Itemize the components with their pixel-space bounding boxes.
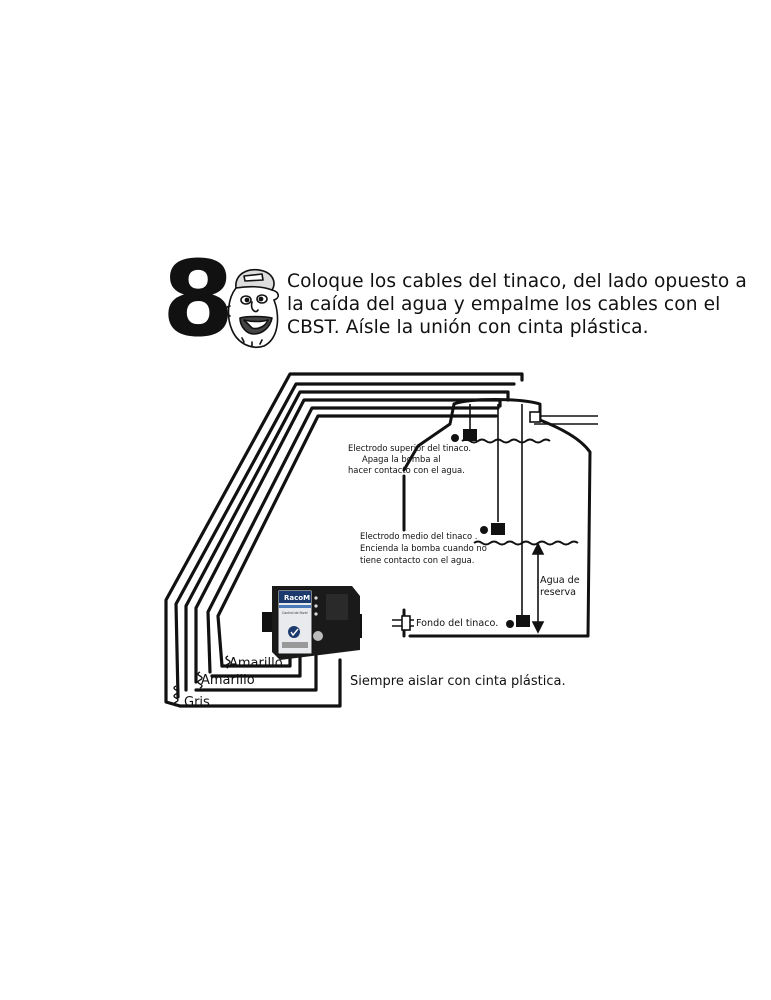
controller-brand: RacoM — [284, 594, 311, 602]
label-agua-reserva-2: reserva — [540, 587, 577, 598]
electrode-medio — [491, 523, 505, 535]
step-instruction: Coloque los cables del tinaco, del lado opuesto a la caída del agua y empalme los cables con el CBST. Aísle la unión con cinta plástica. — [287, 271, 747, 338]
label-electrodo-superior-2: Apaga la bomba al — [362, 454, 441, 464]
label-electrodo-medio-3: tiene contacto con el agua. — [360, 555, 475, 565]
label-fondo-tinaco: Fondo del tinaco. — [416, 618, 499, 629]
label-electrodo-medio-1: Electrodo medio del tinaco . — [360, 531, 478, 541]
electrode-fondo — [516, 615, 530, 627]
controller-subtitle: Control de Nivel — [282, 611, 308, 615]
note-aislar: Siempre aislar con cinta plástica. — [350, 674, 566, 689]
outlet-pipe — [392, 616, 414, 630]
electrode-superior — [463, 429, 477, 441]
electrodes — [451, 429, 530, 628]
checkmark-icon — [288, 626, 300, 638]
controller-cbst — [262, 586, 362, 660]
controller-knob-icon — [313, 631, 323, 641]
inlet-pipe — [530, 412, 598, 424]
label-electrodo-superior-1: Electrodo superior del tinaco. — [348, 443, 472, 453]
label-electrodo-superior-3: hacer contacto con el agua. — [348, 465, 465, 475]
label-electrodo-medio-2: Encienda la bomba cuando no — [360, 543, 487, 553]
step-number: 8 — [162, 238, 233, 360]
label-wire-amarillo-1: Amarillo — [229, 656, 283, 671]
water-levels — [462, 440, 578, 545]
label-wire-gris: Gris — [184, 695, 210, 710]
tank-outline — [404, 400, 590, 637]
label-wire-amarillo-2: Amarillo — [201, 673, 255, 688]
label-agua-reserva-1: Agua de — [540, 575, 580, 586]
electrode-cables — [470, 404, 522, 616]
